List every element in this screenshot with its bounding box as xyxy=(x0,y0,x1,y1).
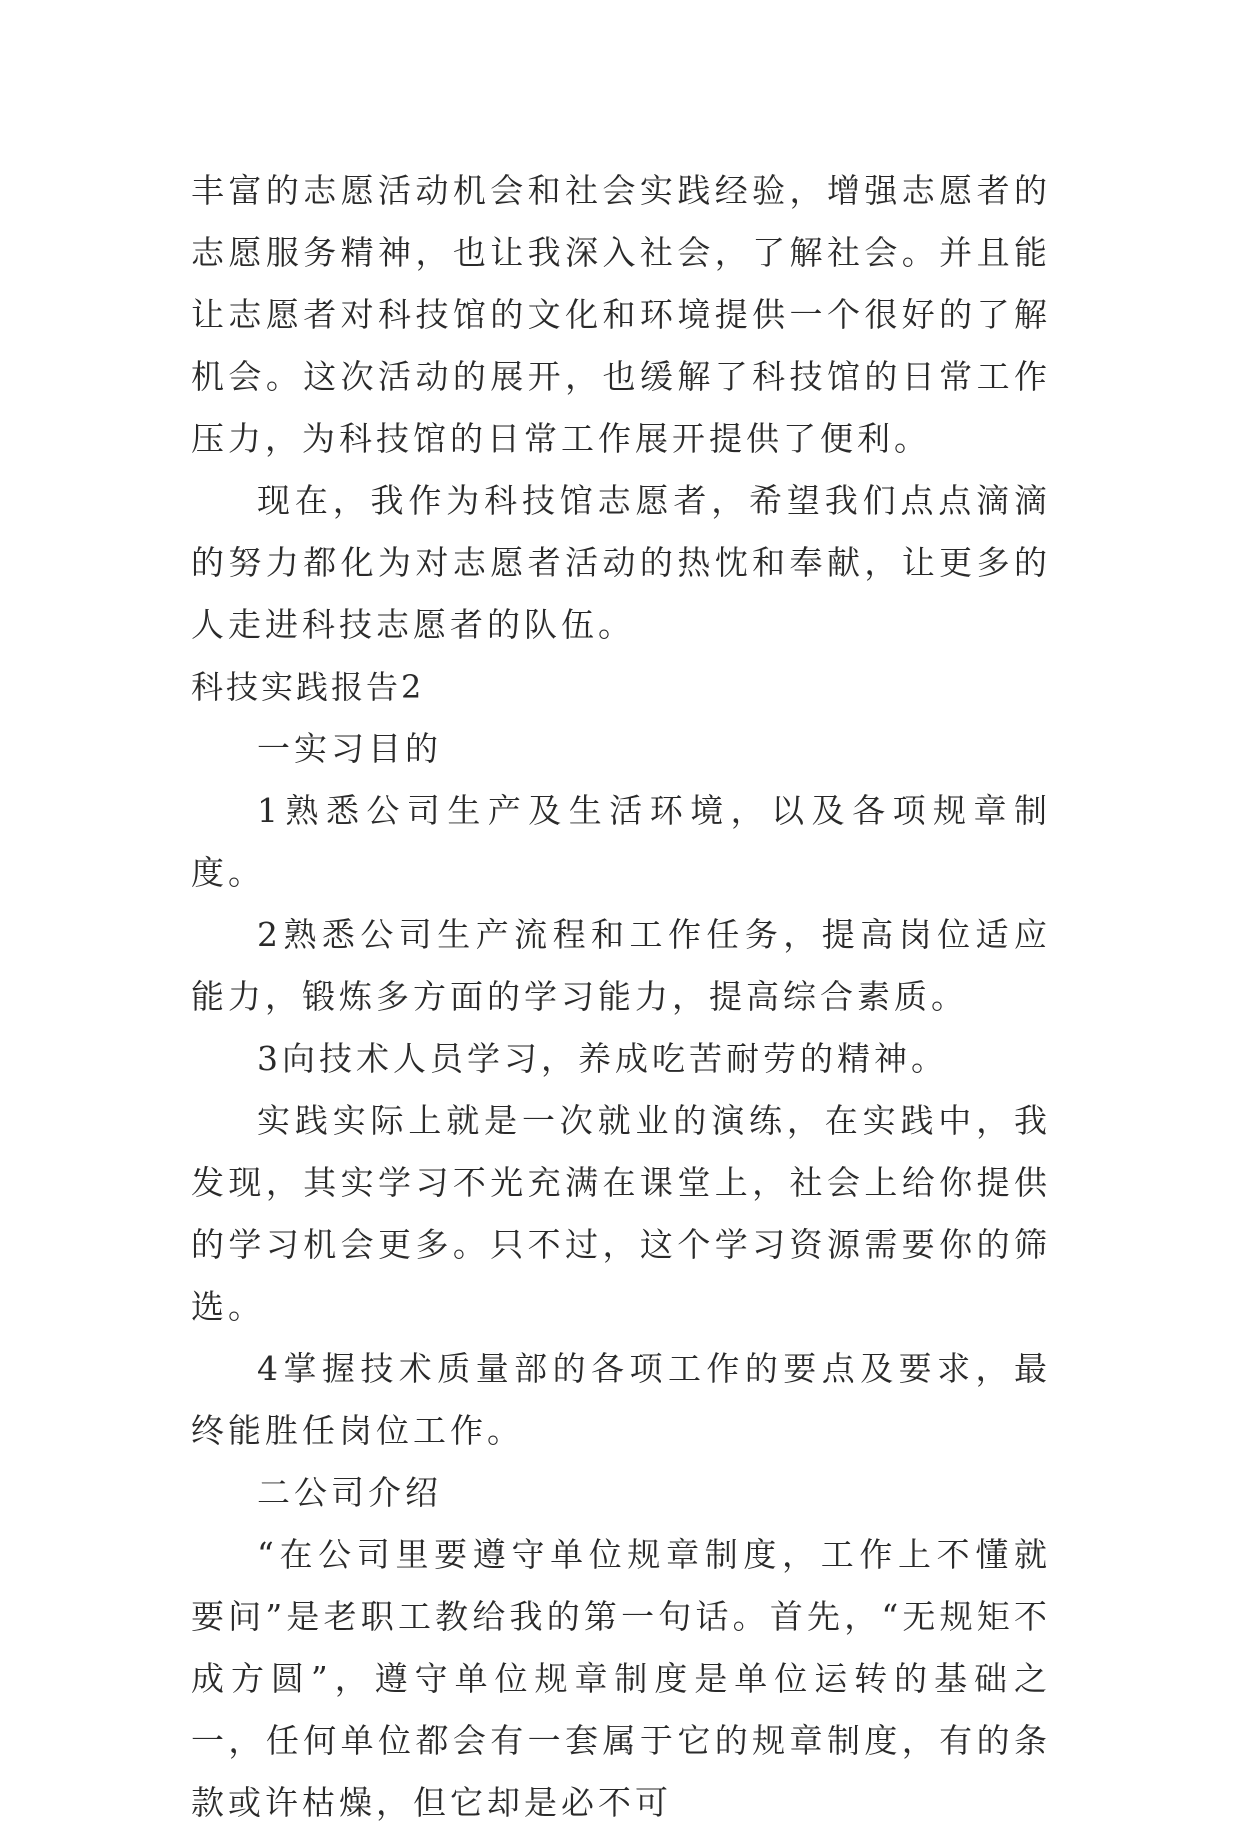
section-title: 科技实践报告2 xyxy=(191,668,425,706)
paragraph-continuation: 丰富的志愿活动机会和社会实践经验，增强志愿者的志愿服务精神，也让我深入社会，了解社会。并且能让志愿者对科技馆的文化和环境提供一个很好的了解机会。这次活动的展开，也缓解了科技馆的日常工作压力，为科技馆的日常工作展开提供了便利。 xyxy=(191,171,1051,458)
heading-company-intro: 二公司介绍 xyxy=(257,1473,442,1512)
list-item-4: 4掌握技术质量部的各项工作的要点及要求，最终能胜任岗位工作。 xyxy=(191,1349,1051,1450)
list-item-3: 3向技术人员学习，养成吃苦耐劳的精神。 xyxy=(257,1039,948,1078)
paragraph-rules: “在公司里要遵守单位规章制度，工作上不懂就要问”是老职工教给我的第一句话。首先，“无规矩不成方圆”，遵守单位规章制度是单位运转的基础之一，任何单位都会有一套属于它的规章制度，有的条款或许枯燥，但它却是必不可 xyxy=(191,1535,1051,1822)
heading-internship-purpose: 一实习目的 xyxy=(257,729,442,768)
list-item-1: 1熟悉公司生产及生活环境，以及各项规章制度。 xyxy=(191,791,1051,892)
paragraph-practice: 实践实际上就是一次就业的演练，在实践中，我发现，其实学习不光充满在课堂上，社会上给你提供的学习机会更多。只不过，这个学习资源需要你的筛选。 xyxy=(191,1101,1051,1326)
document-body xyxy=(191,160,1051,1834)
paragraph-volunteer-hope: 现在，我作为科技馆志愿者，希望我们点点滴滴的努力都化为对志愿者活动的热忱和奉献，让更多的人走进科技志愿者的队伍。 xyxy=(191,481,1051,644)
list-item-2: 2熟悉公司生产流程和工作任务，提高岗位适应能力，锻炼多方面的学习能力，提高综合素质。 xyxy=(191,915,1051,1016)
